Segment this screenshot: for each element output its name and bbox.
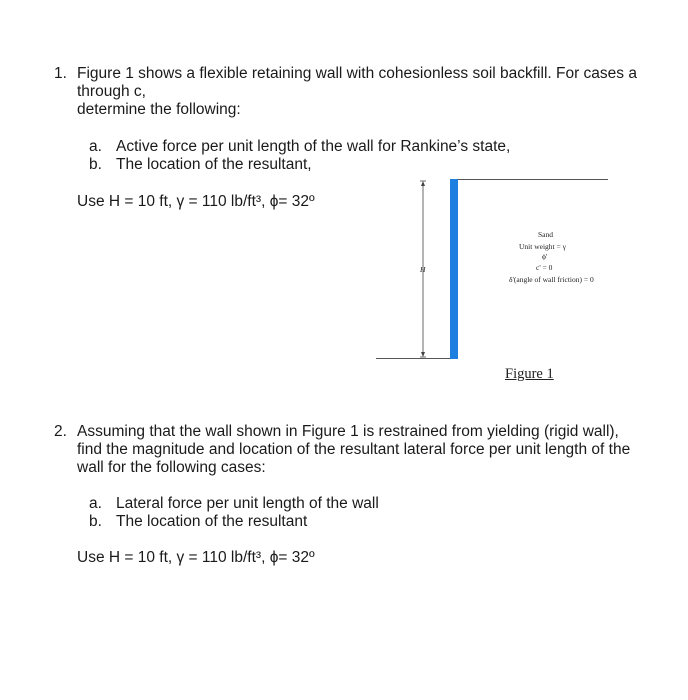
q2-text-line-2: find the magnitude and location of the resultant lateral force per unit length of the — [77, 441, 631, 458]
q2-item-a-marker: a. — [89, 495, 102, 512]
cohesion-label: c' = 0 — [536, 263, 553, 272]
q2-given-values: Use H = 10 ft, γ = 110 lb/ft³, ϕ= 32º — [77, 549, 315, 566]
soil-type-label: Sand — [538, 230, 553, 239]
q1-item-b-text: The location of the resultant, — [116, 156, 312, 173]
height-arrowhead-bottom — [421, 352, 425, 357]
retaining-wall — [450, 179, 458, 359]
q1-text-line-3: determine the following: — [77, 101, 241, 118]
q1-given-values: Use H = 10 ft, γ = 110 lb/ft³, ϕ= 32º — [77, 193, 315, 210]
q2-text-line-1: Assuming that the wall shown in Figure 1 is restrained from yielding (rigid wall), — [77, 423, 619, 440]
q1-number: 1. — [54, 65, 67, 82]
wall-friction-label: δ'(angle of wall friction) = 0 — [509, 275, 594, 284]
retaining-wall-diagram — [370, 175, 615, 365]
q2-number: 2. — [54, 423, 67, 440]
height-arrowhead-top — [421, 181, 425, 186]
q1-item-a-text: Active force per unit length of the wall for Rankine’s state, — [116, 138, 511, 155]
q1-item-a-marker: a. — [89, 138, 102, 155]
unit-weight-label: Unit weight = γ — [519, 242, 566, 251]
q2-item-a-text: Lateral force per unit length of the wall — [116, 495, 379, 512]
q1-item-b-marker: b. — [89, 156, 102, 173]
height-label: H — [420, 265, 426, 274]
q1-text-line-2: through c, — [77, 83, 146, 100]
q1-text-line-1: Figure 1 shows a flexible retaining wall with cohesionless soil backfill. For cases a — [77, 65, 637, 82]
q2-text-line-3: wall for the following cases: — [77, 459, 266, 476]
retaining-wall-figure — [370, 175, 615, 382]
friction-angle-label: ϕ' — [542, 252, 548, 261]
figure-caption: Figure 1 — [505, 366, 554, 382]
q2-item-b-text: The location of the resultant — [116, 513, 308, 530]
q2-item-b-marker: b. — [89, 513, 102, 530]
